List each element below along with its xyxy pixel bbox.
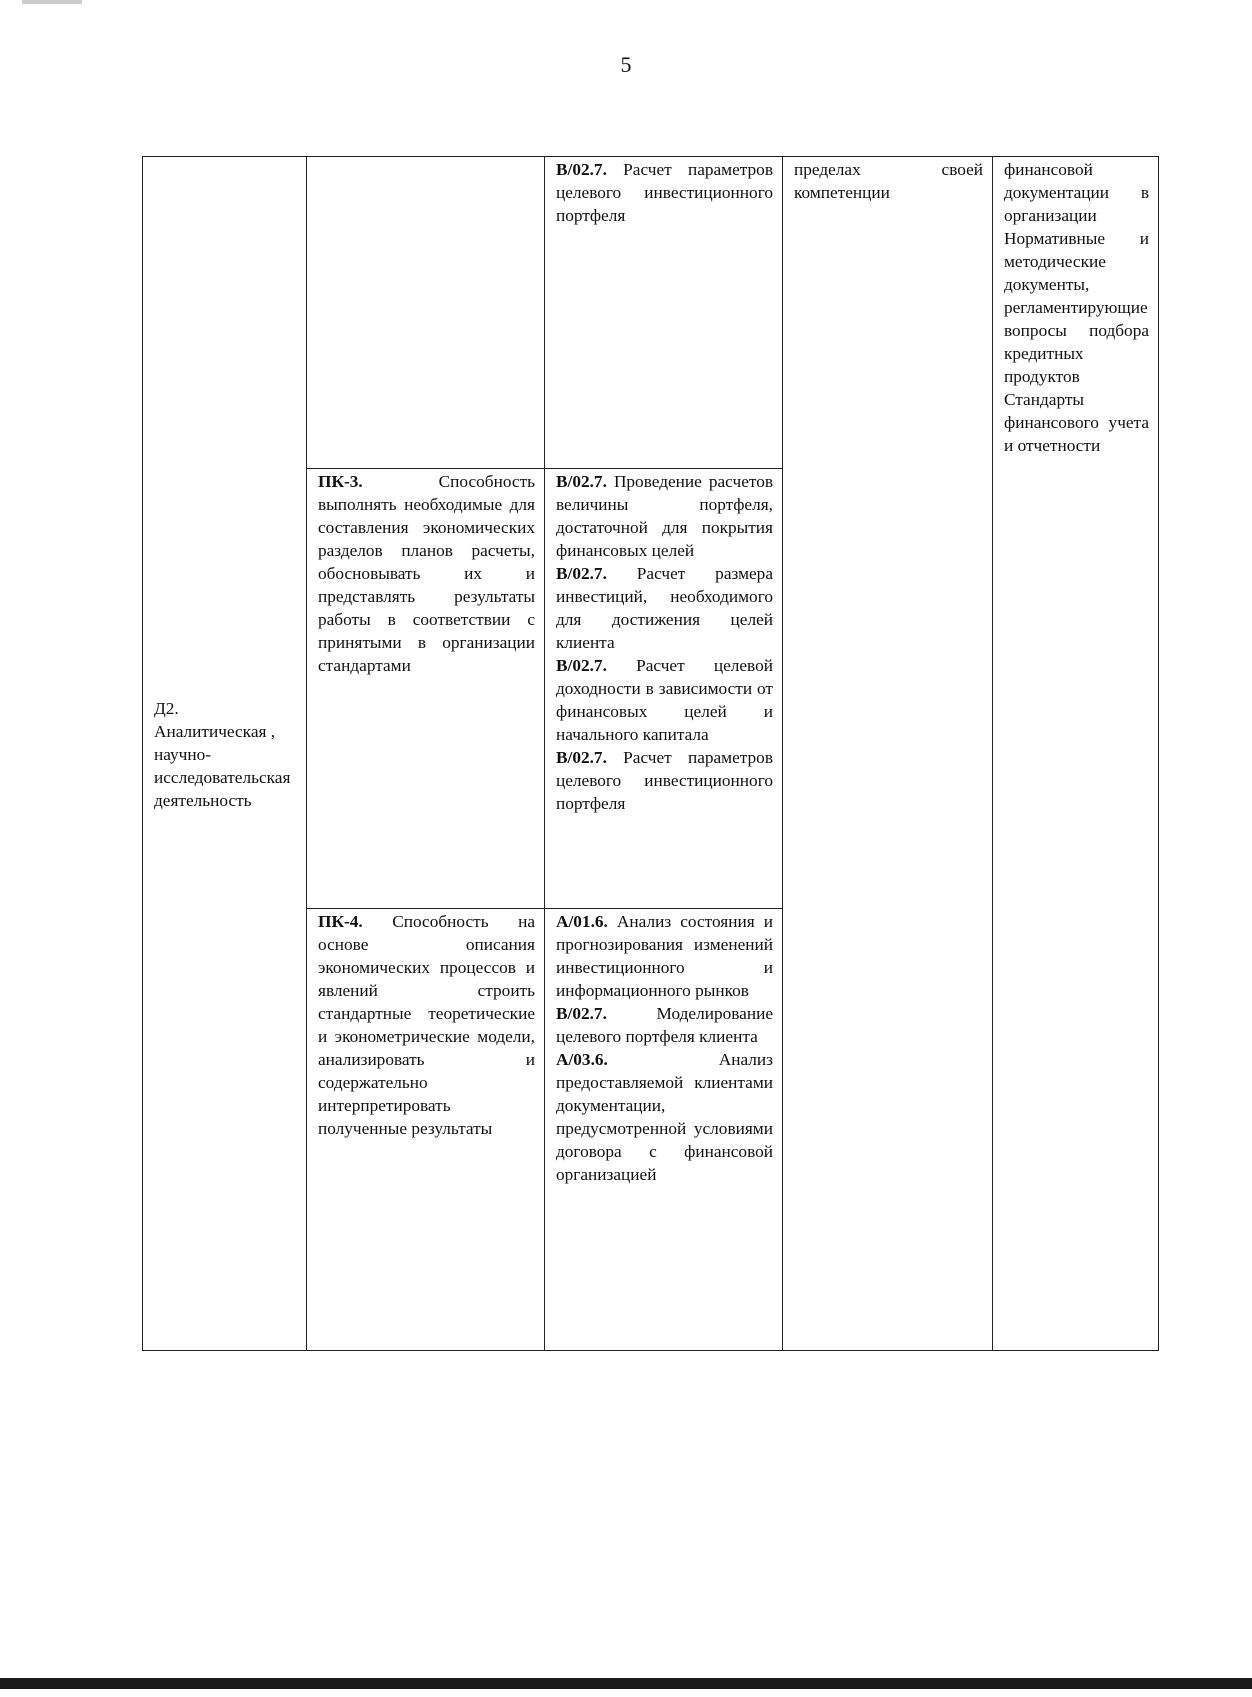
competence-cell-empty bbox=[307, 157, 545, 469]
indicator-cell bbox=[545, 157, 783, 469]
indicator-text: Расчет параметров целевого инвестиционного портфеля bbox=[556, 160, 773, 225]
indicator-item: В/02.7. Расчет целевой доходности в зависимости от финансовых целей и начального капитала bbox=[556, 656, 773, 744]
indicator-item: В/02.7. Проведение расчетов величины портфеля, достаточной для покрытия финансовых целей bbox=[556, 472, 773, 560]
indicator-cell-pk4 bbox=[545, 909, 783, 1351]
page-number: 5 bbox=[620, 52, 632, 77]
pk3-text: Способность выполнять необходимые для составления экономических разделов планов расчеты, обосновывать их и представлять результаты работы в соответствии с принятыми в организации стандартами bbox=[318, 472, 535, 675]
pk4-text: Способность на основе описания экономических процессов и явлений строить стандартные теоретические и эконометрические модели, анализировать и содержательно интерпретировать полученные результаты bbox=[318, 912, 535, 1138]
competence-table bbox=[142, 156, 1159, 1351]
activity-cell bbox=[143, 157, 307, 1351]
indicator-item: А/01.6. Анализ состояния и прогнозирования изменений инвестиционного и информационного рынков bbox=[556, 912, 773, 1000]
limits-cell: пределах своей компетенции bbox=[783, 157, 993, 1351]
scan-edge-bar bbox=[0, 1678, 1252, 1689]
table-row bbox=[143, 157, 1159, 469]
indicator-cell-pk3 bbox=[545, 469, 783, 909]
documents-cell: финансовой документации в организации Нормативные и методические документы, регламентирующие вопросы подбора кредитных продуктов Стандарты финансового учета и отчетности bbox=[993, 157, 1159, 1351]
pk4-code: ПК-4. bbox=[318, 912, 363, 931]
indicator-item: В/02.7. Расчет параметров целевого инвестиционного портфеля bbox=[556, 748, 773, 813]
indicator-item: В/02.7. Расчет размера инвестиций, необходимого для достижения целей клиента bbox=[556, 564, 773, 652]
indicator-code: В/02.7. bbox=[556, 160, 607, 179]
scan-artifact bbox=[22, 0, 82, 4]
activity-text: Аналитическая , научно-исследовательская деятельность bbox=[154, 721, 291, 810]
indicator-item: В/02.7. Моделирование целевого портфеля клиента bbox=[556, 1004, 773, 1046]
pk3-code: ПК-3. bbox=[318, 472, 363, 491]
competence-cell-pk3 bbox=[307, 469, 545, 909]
competence-cell-pk4 bbox=[307, 909, 545, 1351]
activity-code: Д2. bbox=[154, 698, 179, 718]
indicator-item: А/03.6. Анализ предоставляемой клиентами документации, предусмотренной условиями договора с финансовой организацией bbox=[556, 1050, 773, 1184]
